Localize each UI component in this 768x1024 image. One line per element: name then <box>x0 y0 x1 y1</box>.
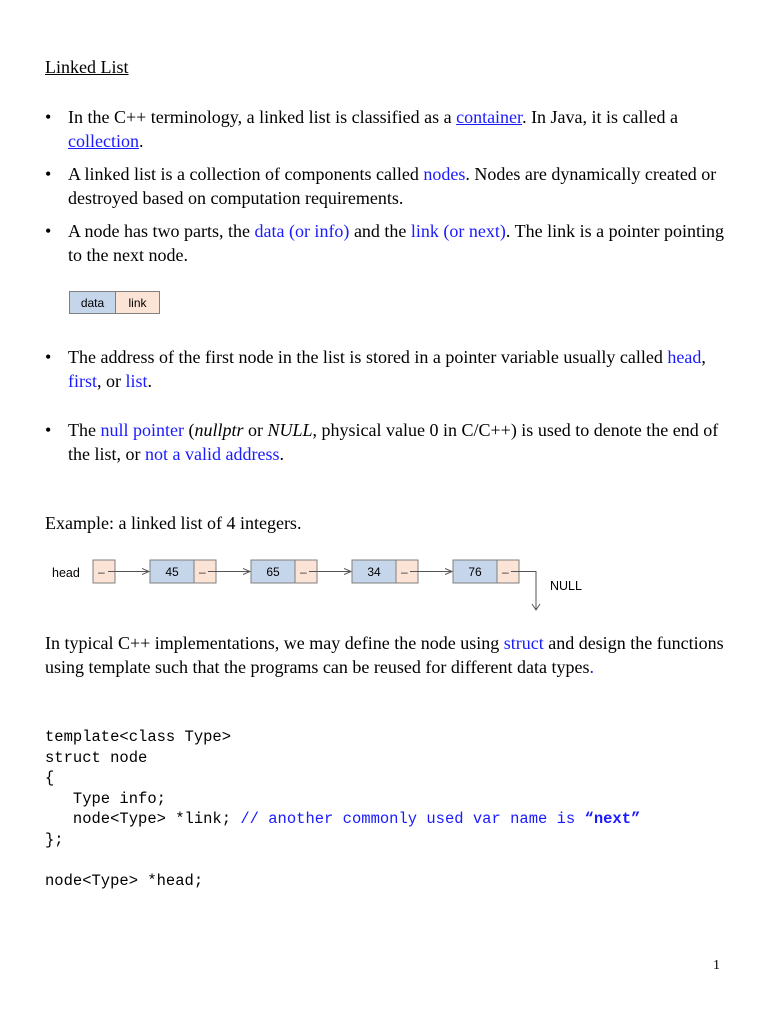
list-term: list <box>125 371 148 391</box>
struct-term: struct <box>503 633 544 653</box>
node-data-cell: data <box>69 291 116 314</box>
bullet-dot-icon: • <box>45 420 52 440</box>
page-number: 1 <box>713 958 720 973</box>
code-comment: // another commonly used var name is “next” <box>240 810 641 828</box>
head-term: head <box>667 347 702 367</box>
example-caption: Example: a linked list of 4 integers. <box>45 513 302 533</box>
bullet-dot-icon: • <box>45 107 52 127</box>
head-label: head <box>52 566 80 580</box>
container-link[interactable]: container <box>456 107 523 127</box>
list-node-link-dash: – <box>502 565 509 579</box>
node-link-cell: link <box>116 291 160 314</box>
node-diagram <box>69 291 160 314</box>
document-page: Linked List • In the C++ terminology, a linked list is classified as a container. In Java, it is called a collection. • A linked list is a collection of components called nodes. Nodes are dynamically created or destroyed based on computation requirements. • A node has two parts, the data (or info) and the link (or next). The link is a pointer pointing to the next node. • The address of the first node in the list is stored in a pointer variable usually called head, first, or list. • The null pointer (nullptr or NULL, physical value 0 in C/C++) is used to denote the end of the list, or not a valid address. data link Example: a linked list of 4 integers. head – 45 – 65 – 34 – 76 – NULL In typical C++ implementations, we may define the node using struct and design the functions using template such that the programs can be reused for different data types. template<class Type> struct node { Type info; node<Type> *link; // another commonly used var name is “next” }; node<Type> *head; 1 <box>0 0 768 1024</box>
list-node-link-dash: – <box>199 565 206 579</box>
collection-link[interactable]: collection <box>68 131 139 151</box>
bullet-dot-icon: • <box>45 347 52 367</box>
body-paragraph: In typical C++ implementations, we may define the node using struct and design the functions using template such that the programs can be reused for different data types. <box>45 633 724 677</box>
page-title: Linked List <box>45 57 129 77</box>
bullet-dot-icon: • <box>45 221 52 241</box>
list-node-value: 76 <box>468 565 482 579</box>
not-valid-address-term: not a valid address <box>145 444 280 464</box>
first-term: first <box>68 371 97 391</box>
null-pointer-term: null pointer <box>100 420 184 440</box>
nodes-term: nodes <box>423 164 466 184</box>
data-term: data (or info) <box>254 221 350 241</box>
list-node-value: 34 <box>367 565 381 579</box>
list-node-link-dash: – <box>401 565 408 579</box>
bullet-dot-icon: • <box>45 164 52 184</box>
null-label: NULL <box>550 579 582 593</box>
linked-list-diagram <box>40 555 600 615</box>
list-nodes <box>93 560 540 610</box>
head-pointer-dash: – <box>98 565 105 579</box>
list-node-value: 45 <box>165 565 179 579</box>
list-node-value: 65 <box>266 565 280 579</box>
code-block: template<class Type> struct node { Type info; node<Type> *link; // another commonly used var name is “next” }; node<Type> *head; <box>45 728 641 890</box>
link-term: link (or next) <box>410 221 506 241</box>
list-node-link-dash: – <box>300 565 307 579</box>
